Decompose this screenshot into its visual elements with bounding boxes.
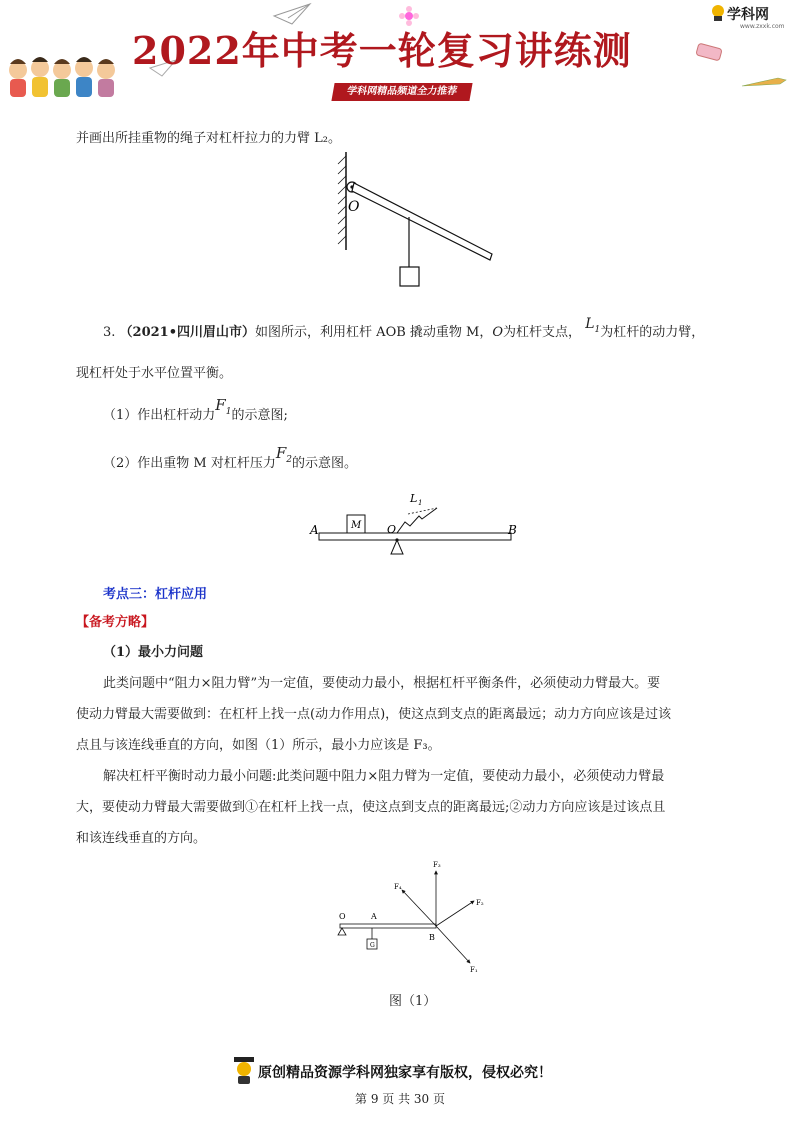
banner-subtitle: 学科网精品频道全力推荐: [331, 83, 472, 101]
para2-line3: 和该连线垂直的方向。: [76, 831, 207, 846]
q3-item1-a: （1）作出杠杆动力: [103, 408, 216, 423]
q3-text-c: 为杠杆的动力臂，: [600, 325, 705, 340]
q3-item2: [103, 444, 358, 479]
site-url: www.zxxk.com: [740, 23, 785, 30]
fig3-label-f2: F₂: [476, 899, 484, 907]
q3-item2-f: F: [275, 444, 287, 462]
q3-l1-sub: 1: [594, 324, 601, 335]
q3-text-a: 如图所示，利用杠杆 AOB 撬动重物 M，: [255, 325, 493, 340]
fig2-label-l1: L: [410, 492, 418, 505]
banner-title: 2022年中考一轮复习讲练测: [132, 28, 632, 73]
fig3-label-f1: F₁: [470, 966, 478, 974]
q3-item2-b: 的示意图。: [292, 456, 358, 471]
fig3-label-g: G: [370, 942, 375, 949]
eraser-icon: [695, 42, 725, 62]
header-banner: [0, 0, 800, 110]
figure-wall-lever: [330, 150, 500, 290]
para1-line2: 使动力臂最大需要做到：在杠杆上找一点(动力作用点)，使这点到支点的距离最远；动力方向应该是过该: [76, 707, 672, 722]
section-title: 考点三：杠杆应用: [103, 587, 208, 602]
fig2-label-b: B: [508, 523, 517, 537]
fig3-label-f4: F₄: [394, 883, 402, 891]
kids-illustration-icon: [4, 50, 134, 105]
fig3-label-o: O: [339, 912, 346, 921]
site-logo: 学科网: [727, 7, 769, 23]
q3-item1-f: F: [215, 396, 226, 414]
mascot-icon: [232, 1055, 256, 1085]
para2-line1: 解决杠杆平衡时动力最小问题:此类问题中阻力×阻力臂为一定值，要使动力最小，必须使动力臂最: [103, 769, 665, 784]
page-number: 第 9 页 共 30 页: [355, 1092, 445, 1106]
fig3-label-a: A: [371, 912, 377, 921]
q3-line2: 现杠杆处于水平位置平衡。: [76, 366, 233, 381]
q3-item1: [103, 396, 288, 431]
q3-item1-b: 的示意图;: [231, 408, 288, 423]
figure-min-force: [330, 855, 500, 980]
para1-line3: 点且与该连线垂直的方向，如图（1）所示，最小力应该是 F₃。: [76, 738, 441, 753]
fig3-label-f3: F₃: [433, 861, 441, 869]
q3-text-b: 为杠杆支点，: [503, 325, 582, 340]
figure-lever-aob: [305, 488, 530, 564]
intro-line: 并画出所挂重物的绳子对杠杆拉力的力臂 L₂。: [76, 131, 341, 146]
fig2-label-o: O: [387, 523, 397, 536]
logo-icon: [710, 4, 726, 22]
q3-l1: L: [585, 316, 595, 332]
q3-source: （2021•四川眉山市）: [119, 325, 256, 340]
q3-item2-a: （2）作出重物 M 对杠杆压力: [103, 456, 276, 471]
q3-number: 3.: [103, 325, 116, 340]
para1-line1: 此类问题中“阻力×阻力臂”为一定值，要使动力最小，根据杠杆平衡条件，必须使动力臂最大。要: [103, 676, 661, 691]
fig2-label-m: M: [351, 520, 362, 531]
figure-caption: 图（1）: [389, 994, 437, 1009]
q3-item1-sub: 1: [225, 407, 232, 417]
q3-line1: [103, 316, 705, 348]
fig1-label-o: O: [348, 199, 360, 215]
fig2-label-l1-sub: 1: [418, 499, 423, 507]
subsection-title: （1）最小力问题: [103, 645, 204, 660]
q3-item2-sub: 2: [286, 455, 293, 465]
fig3-label-b: B: [429, 933, 435, 942]
q3-o: O: [492, 325, 504, 340]
para2-line2: 大，要使动力臂最大需要做到①在杠杆上找一点，使这点到支点的距离最远;②动力方向应该是过该点且: [76, 800, 666, 815]
fig2-label-a: A: [310, 523, 319, 537]
footer-copyright: 原创精品资源学科网独家享有版权，侵权必究！: [258, 1065, 552, 1081]
strategy-title: 【备考方略】: [76, 615, 155, 630]
pencil-icon: [740, 72, 788, 92]
